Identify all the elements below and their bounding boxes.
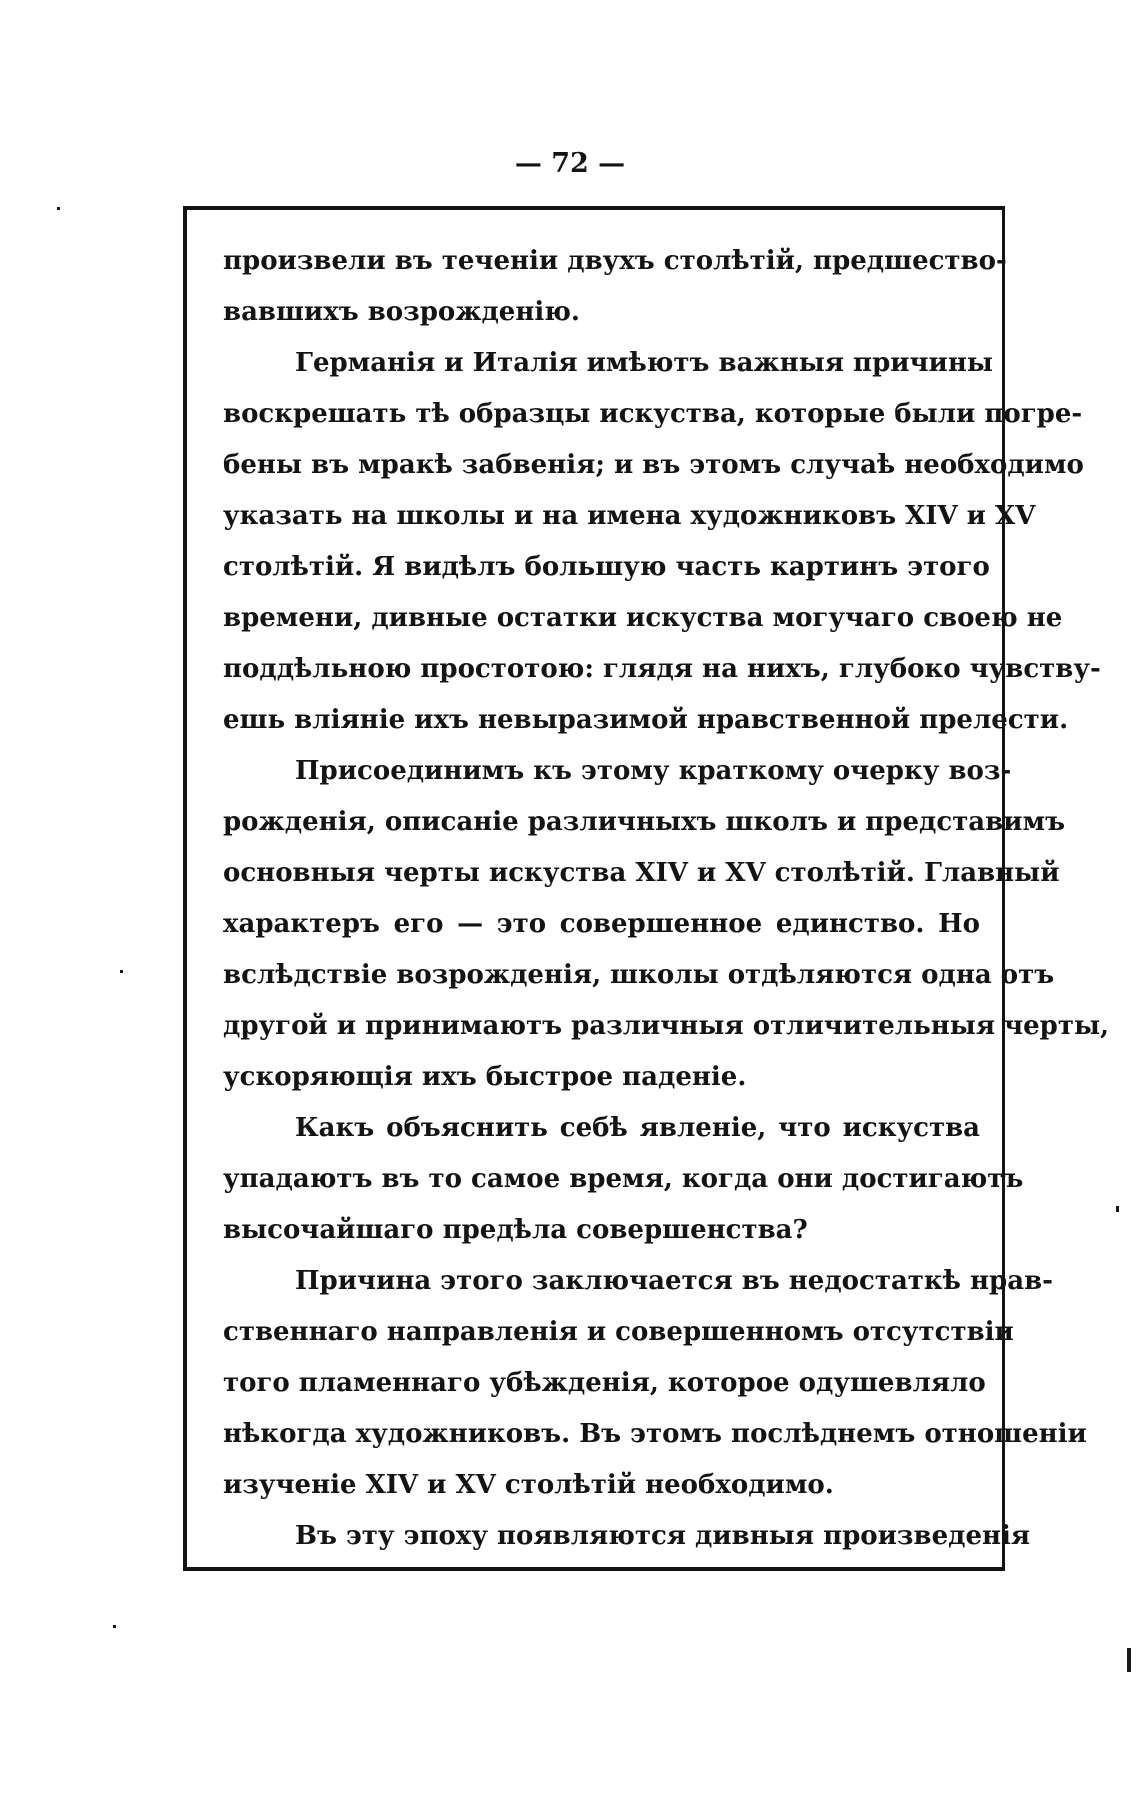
scan-speck bbox=[113, 1625, 116, 1628]
text-line: Германія и Италія имѣютъ важныя причины bbox=[295, 348, 993, 378]
text-line: поддѣльною простотою: глядя на нихъ, глубоко чувству- bbox=[223, 654, 1101, 684]
text-line: вслѣдствіе возрожденія, школы отдѣляются одна отъ bbox=[223, 960, 1055, 990]
text-line: изученіе XIV и XV столѣтій необходимо. bbox=[223, 1470, 834, 1500]
text-line: указать на школы и на имена художниковъ XIV и XV bbox=[223, 501, 1036, 531]
text-line: другой и принимаютъ различныя отличительныя черты, bbox=[223, 1011, 1110, 1041]
body-text bbox=[223, 236, 1110, 1562]
text-line: вавшихъ возрожденію. bbox=[223, 297, 580, 327]
text-line: нѣкогда художниковъ. Въ этомъ послѣднемъ отношеніи bbox=[223, 1419, 1087, 1449]
scan-speck bbox=[1116, 1206, 1119, 1212]
text-line: столѣтій. Я видѣлъ большую часть картинъ этого bbox=[223, 552, 990, 582]
scan-speck bbox=[1127, 1648, 1131, 1672]
text-line: бены въ мракѣ забвенія; и въ этомъ случаѣ необходимо bbox=[223, 450, 1084, 480]
text-line: произвели въ теченіи двухъ столѣтій, предшество- bbox=[223, 246, 1007, 276]
scan-speck bbox=[120, 970, 123, 973]
scan-speck bbox=[57, 207, 60, 210]
text-line: того пламеннаго убѣжденія, которое одушевляло bbox=[223, 1368, 986, 1398]
text-line: ускоряющія ихъ быстрое паденіе. bbox=[223, 1062, 747, 1092]
text-line: ешь вліяніе ихъ невыразимой нравственной прелести. bbox=[223, 705, 1069, 735]
text-line: упадаютъ въ то самое время, когда они достигаютъ bbox=[223, 1164, 1024, 1194]
text-line: времени, дивные остатки искуства могучаго своею не bbox=[223, 603, 1063, 633]
text-line: характеръ его — это совершенное единство. Но bbox=[223, 909, 980, 939]
page-number: — 72 — bbox=[514, 148, 626, 179]
text-line: Присоединимъ къ этому краткому очерку воз- bbox=[295, 756, 1012, 786]
text-line: Въ эту эпоху появляются дивныя произведенія bbox=[295, 1521, 1031, 1551]
text-line: высочайшаго предѣла совершенства? bbox=[223, 1215, 808, 1245]
text-line: основныя черты искуства XIV и XV столѣтій. Главный bbox=[223, 858, 1060, 888]
text-line: Какъ объяснить себѣ явленіе, что искуства bbox=[295, 1113, 980, 1143]
text-line: Причина этого заключается въ недостаткѣ нрав- bbox=[295, 1266, 1053, 1296]
text-line: воскрешать тѣ образцы искуства, которые были погре- bbox=[223, 399, 1083, 429]
text-line: рожденія, описаніе различныхъ школъ и представимъ bbox=[223, 807, 1066, 837]
text-line: ственнаго направленія и совершенномъ отсутствіи bbox=[223, 1317, 1014, 1347]
